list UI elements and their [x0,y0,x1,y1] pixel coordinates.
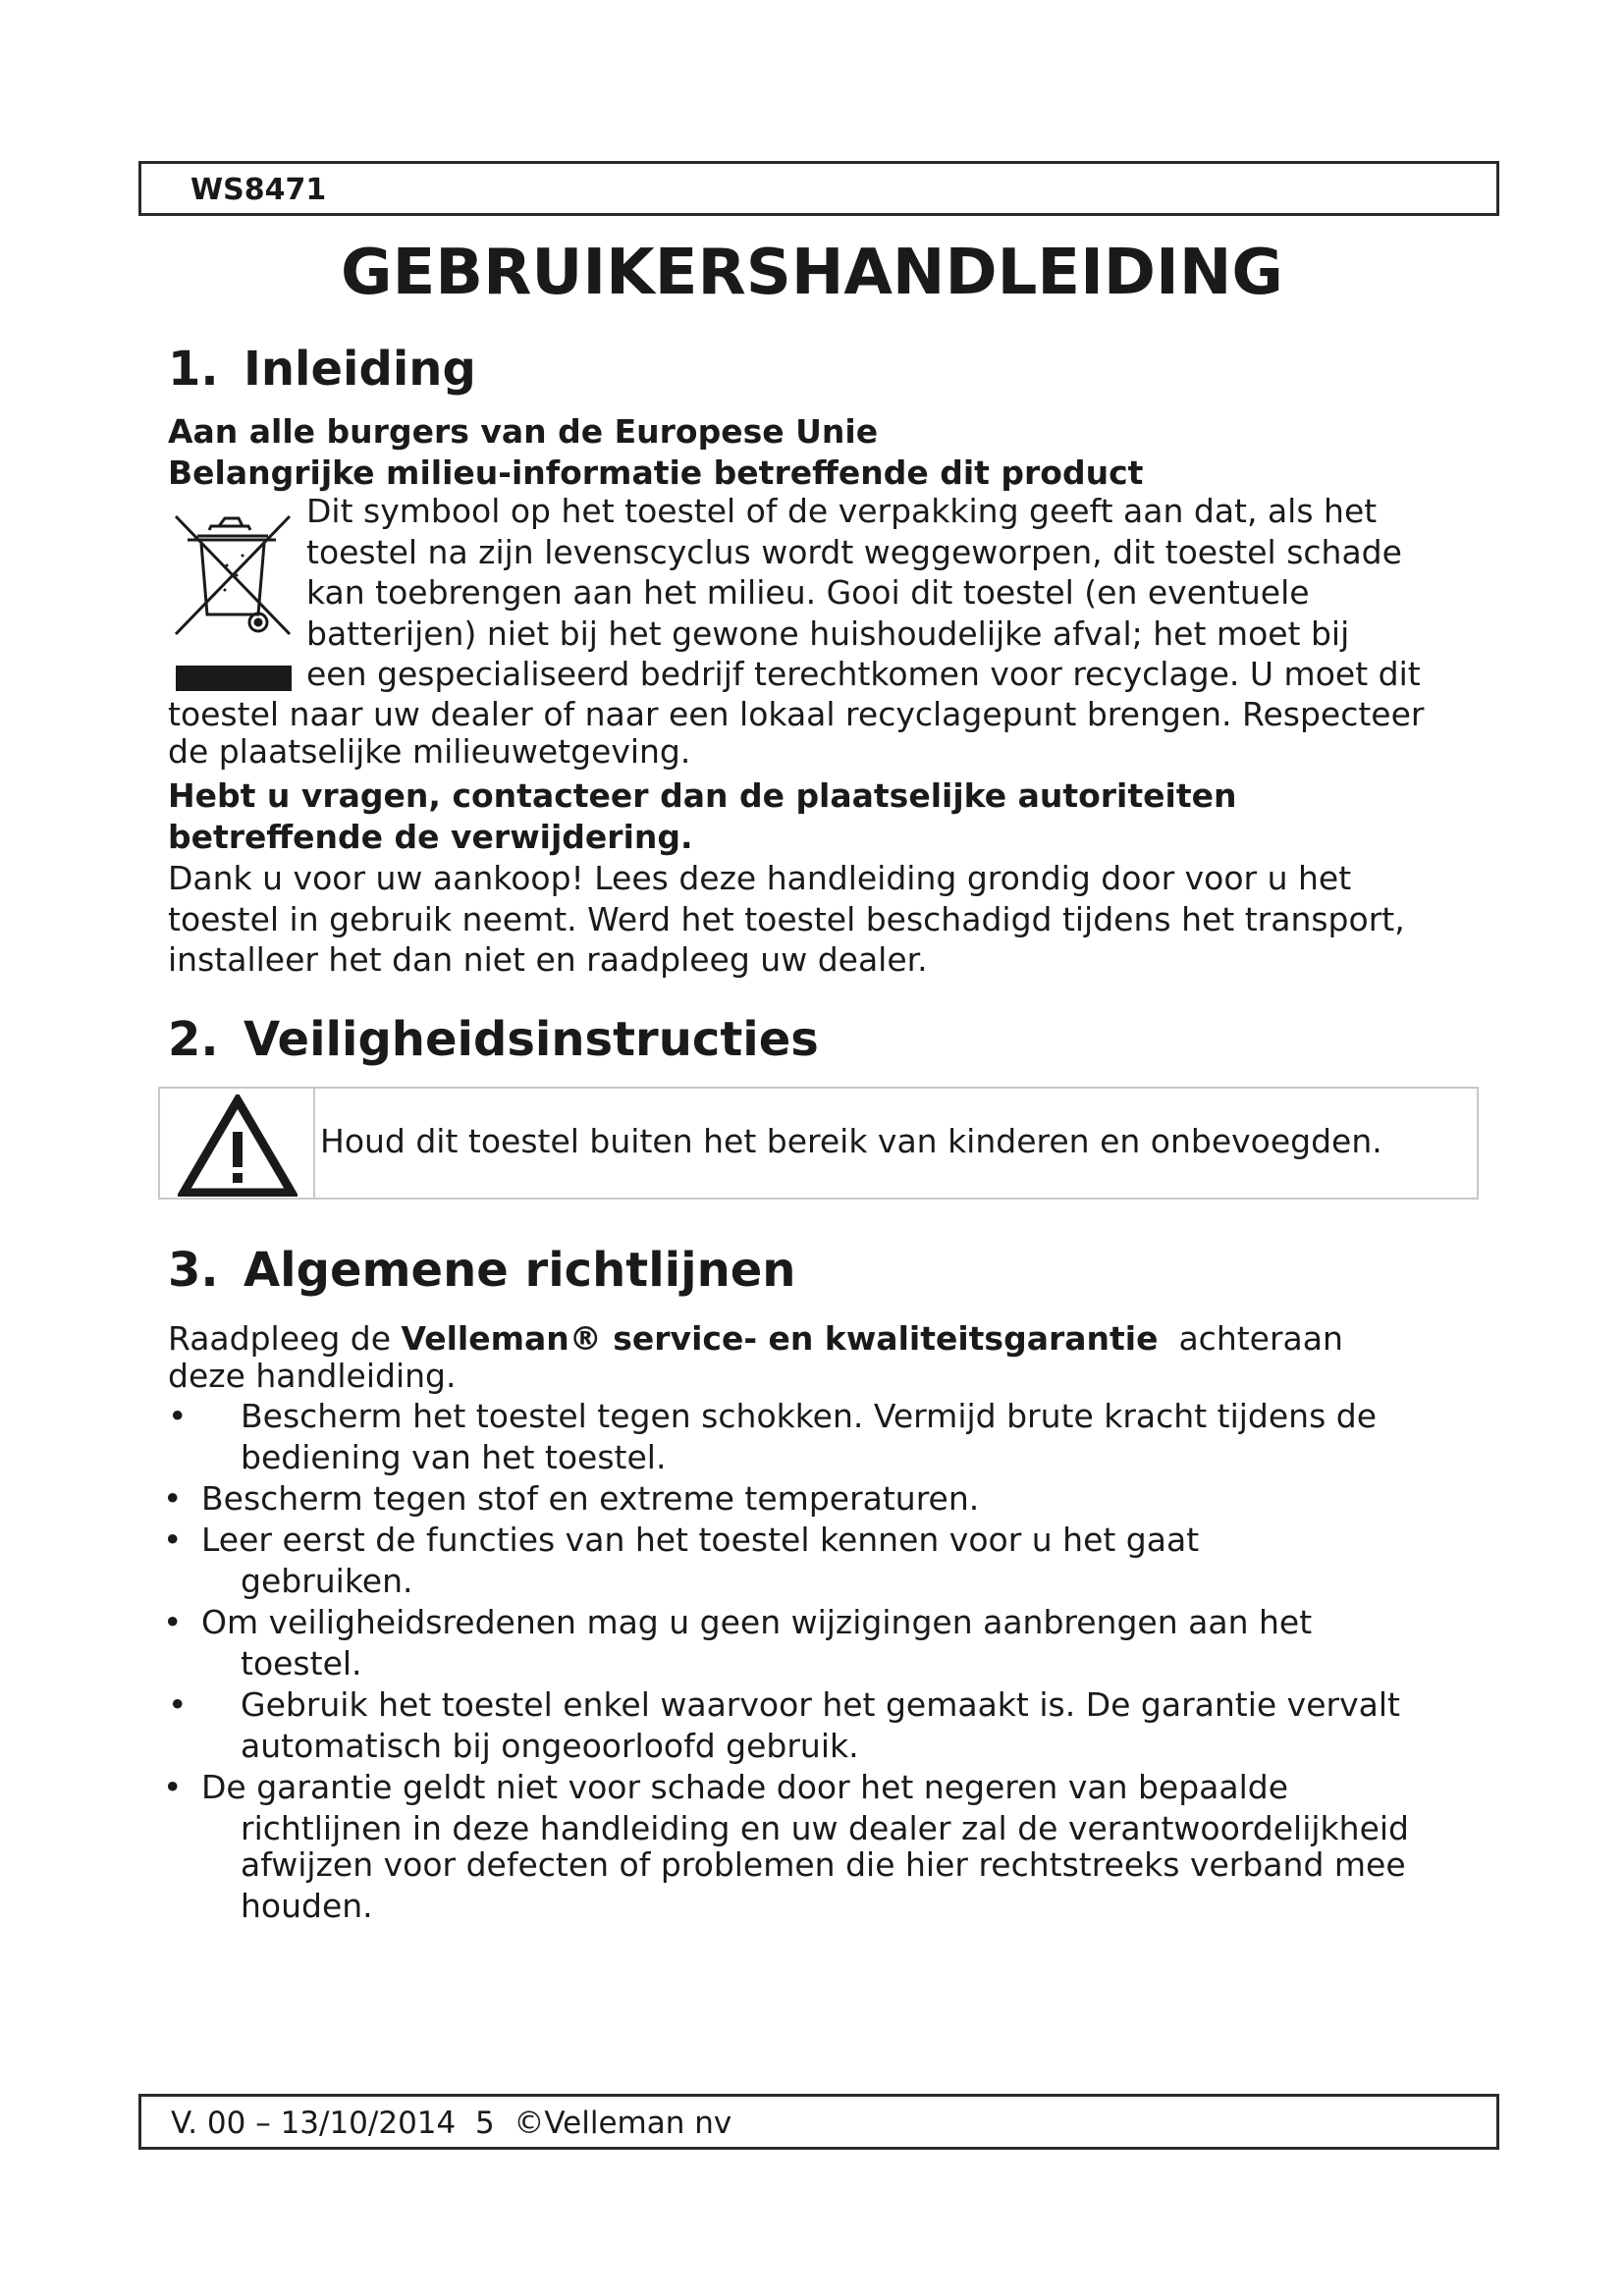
section-title: Inleiding [244,342,476,397]
bullet-marker: • [168,1397,188,1435]
header-box [138,161,1499,216]
intro-text: achteraan [1158,1319,1343,1358]
thanks-line: installeer het dan niet en raadpleeg uw dealer. [168,940,928,979]
list-item-line: Bescherm het toestel tegen schokken. Vermijd brute kracht tijdens de [241,1397,1378,1435]
safety-warning-box [158,1087,1479,1200]
list-item-line: afwijzen voor defecten of problemen die hier rechtstreeks verband mee [241,1845,1406,1884]
sub-heading-environment: Belangrijke milieu-informatie betreffende dit product [168,454,1144,492]
list-item [241,1684,1400,1766]
bullet-marker: • [163,1521,183,1559]
bullet-marker: • [163,1479,183,1518]
section-title: Veiligheidsinstructies [244,1012,819,1067]
bullet-marker: • [168,1685,188,1724]
bullet-marker: • [163,1603,183,1641]
list-item-line: bediening van het toestel. [241,1437,667,1476]
thanks-line: Dank u voor uw aankoop! Lees deze handleiding grondig door voor u het [168,859,1352,897]
thanks-line: toestel in gebruik neemt. Werd het toestel beschadigd tijdens het transport, [168,899,1405,938]
list-item-line: Om veiligheidsredenen mag u geen wijzigingen aanbrengen aan het [201,1603,1313,1641]
warning-triangle-icon [178,1095,298,1197]
model-number: WS8471 [190,173,327,207]
section-title: Algemene richtlijnen [244,1243,796,1298]
section-2-heading [168,1012,819,1067]
list-item-line: richtlijnen in deze handleiding en uw dealer zal de verantwoordelijkheid [241,1808,1409,1847]
list-item-line: De garantie geldt niet voor schade door het negeren van bepaalde [201,1768,1289,1806]
list-item-line: gebruiken. [241,1561,413,1600]
intro-line [168,1318,1484,1360]
warning-divider [313,1089,315,1198]
questions-line: Hebt u vragen, contacteer dan de plaatselijke autoriteiten [168,776,1237,815]
crossed-out-wheelie-bin-icon [168,497,297,693]
weee-line: toestel naar uw dealer of naar een lokaal recyclagepunt brengen. Respecteer [168,695,1425,733]
footer-box [138,2094,1499,2150]
section-number: 3. [168,1243,219,1298]
document-title: GEBRUIKERSHANDLEIDING [341,237,1283,309]
section-1-heading [168,342,476,397]
warning-text: Houd dit toestel buiten het bereik van kinderen en onbevoegden. [320,1122,1382,1160]
section-number: 1. [168,342,219,397]
bullet-marker: • [163,1768,183,1806]
weee-line: een gespecialiseerd bedrijf terechtkomen voor recyclage. U moet dit [306,655,1421,693]
list-item-line: Gebruik het toestel enkel waarvoor het gemaakt is. De garantie vervalt [241,1685,1400,1724]
questions-note [168,775,1484,857]
weee-line: batterijen) niet bij het gewone huishoudelijke afval; het moet bij [306,614,1350,653]
sub-heading-eu-citizens: Aan alle burgers van de Europese Unie [168,412,879,451]
list-item [201,1478,979,1520]
list-item-line: Leer eerst de functies van het toestel kennen voor u het gaat [201,1521,1200,1559]
weee-line: kan toebrengen aan het milieu. Gooi dit toestel (en eventuele [306,573,1310,612]
list-item-line: houden. [241,1886,373,1925]
list-item-line: automatisch bij ongeoorloofd gebruik. [241,1726,859,1765]
section-3-heading [168,1243,795,1298]
intro-line: deze handleiding. [168,1356,457,1395]
section-number: 2. [168,1012,219,1067]
list-item-line: toestel. [241,1643,362,1682]
intro-text: Raadpleeg de [168,1319,402,1358]
list-item [241,1396,1377,1477]
list-item [201,1602,1312,1683]
questions-line: betreffende de verwijdering. [168,817,693,856]
weee-continued [168,694,1484,772]
weee-line: Dit symbool op het toestel of de verpakking geeft aan dat, als het [306,492,1378,530]
weee-line: toestel na zijn levenscyclus wordt weggeworpen, dit toestel schade [306,532,1402,571]
list-item [201,1767,1409,1926]
list-item [201,1520,1199,1601]
thanks-paragraph [168,858,1484,981]
warranty-reference: Velleman® service- en kwaliteitsgarantie [401,1319,1159,1358]
list-item-line: Bescherm tegen stof en extreme temperaturen. [201,1479,980,1518]
weee-line: de plaatselijke milieuwetgeving. [168,731,691,771]
guidelines-intro [168,1318,1484,1396]
weee-text-block [306,491,1494,695]
footer-version: V. 00 – 13/10/2014 5 ©Velleman nv [171,2106,732,2141]
